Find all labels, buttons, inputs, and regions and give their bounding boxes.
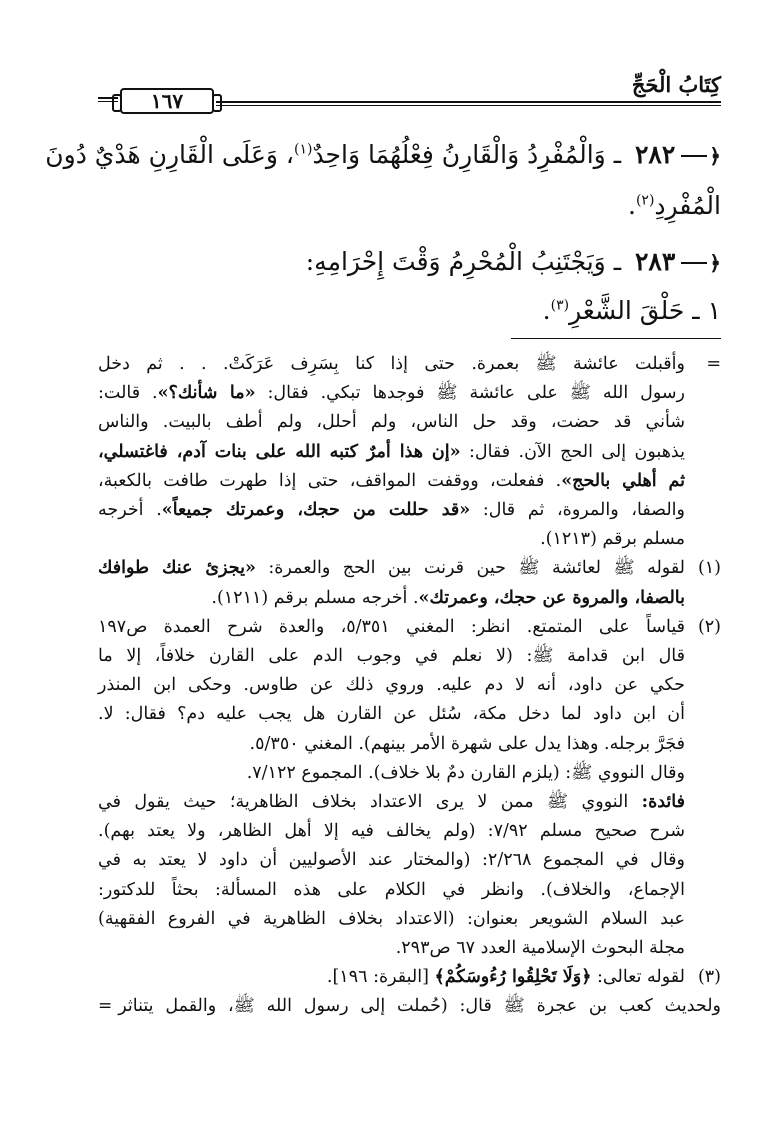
note-text: . قالت:: [98, 383, 158, 404]
note-line: [98, 438, 685, 467]
note-line: [98, 379, 685, 408]
note-text: لقوله ﷺ لعائشة ﷺ حين قرنت بين الحج والعمرة:: [255, 558, 686, 579]
footnotes: [98, 350, 721, 1022]
continued-mark: =: [98, 996, 113, 1017]
footnote-ref: (٣): [550, 297, 570, 314]
matn-text: ـ وَيَجْتَنِبُ الْمُحْرِمُ وَقْتَ إِحْرَامِهِ:: [305, 247, 622, 276]
matn-text: .: [627, 191, 636, 220]
running-title: كِتَابُ الْحَجِّ: [631, 72, 721, 97]
note-line: عبد السلام الشويعر بعنوان: (الاعتداد بخلاف الظاهرية في الفروع الفقهية): [98, 908, 685, 929]
note-line: وقال النووي ﷺ: (يلزم القارن دمٌ بلا خلاف). المجموع ٧/١٢٢.: [246, 762, 685, 783]
hadith-quote: بالصفا، والمروة عن حجك، وعمرتك»: [418, 587, 685, 608]
note-line: فجَرَّ برجله. وهذا يدل على شهرة الأمر بينهم). المغني ٥/٣٥٠.: [249, 733, 685, 754]
note-line: وقال في المجموع ٢/٢٦٨: (والمختار عند الأصوليين أن داود لا يعتد به في: [98, 850, 685, 871]
footnote-3: [98, 963, 721, 992]
note-line: [98, 584, 685, 613]
note-line: حكي عن داود، أنه لا دم عليه. وروي ذلك عن طاوس. وحكى ابن المنذر: [98, 675, 685, 696]
page-number: ١٦٧: [120, 88, 214, 114]
hadith-quote: «قد حللت من حجك، وعمرتك جميعاً»: [161, 500, 471, 521]
note-line: [98, 554, 685, 583]
matn-text: ١ ـ حَلْقَ الشَّعْرِ: [569, 296, 721, 325]
note-line: الإجماع، والخلاف). وانظر في الكلام على هذه المسألة: بحثاً للدكتور:: [98, 879, 685, 900]
note-text: . ففعلت، ووقفت المواقف، حتى إذا طهرت طافت بالكعبة،: [98, 470, 562, 491]
footnote-ref: (٢): [635, 192, 655, 209]
note-line: [98, 992, 721, 1021]
issue-marker-icon: ﴿: [681, 131, 721, 181]
quran-verse: ﴿وَلَا تَحْلِقُوا رُءُوسَكُمْ﴾: [434, 967, 592, 988]
matn-text: ـ وَالْمُفْرِدُ وَالْقَارِنُ فِعْلُهُمَا وَاحِدٌ: [312, 140, 622, 169]
footnote-continuation: [98, 350, 721, 554]
note-line: شأني قد حضت، وقد حل الناس، ولم أحلل، ولم أطف بالبيت. والناس: [98, 412, 685, 433]
issue-number: ٢٨٢: [634, 140, 676, 169]
issue-282-line-1: [45, 130, 721, 181]
footnote-number: (٣): [697, 967, 721, 988]
footnote-ref: (١): [293, 141, 313, 158]
footnote-2: [98, 613, 721, 963]
note-text: [البقرة: ١٩٦].: [326, 967, 435, 988]
footnote-separator: [511, 338, 721, 339]
footnote-3-continued: [98, 992, 721, 1021]
footnote-number: (٢): [697, 616, 721, 637]
footnote-number: (١): [697, 558, 721, 579]
note-line: [98, 467, 685, 496]
note-text: والصفا، والمروة، ثم قال:: [470, 500, 685, 521]
note-line: قياساً على المتمتع. انظر: المغني ٥/٣٥١، والعدة شرح العمدة ص١٩٧: [98, 616, 685, 637]
issue-283-line-1: [98, 237, 721, 288]
header-rule: [216, 101, 721, 106]
matn-text: الْمُفْرِدِ: [654, 191, 721, 220]
note-text: رسول الله ﷺ على عائشة ﷺ فوجدها تبكي. فقال:: [255, 383, 686, 404]
hadith-quote: «إن هذا أمرٌ كتبه الله على بنات آدم، فاغتسلي،: [98, 441, 461, 462]
note-line: مجلة البحوث الإسلامية العدد ٦٧ ص٢٩٣.: [395, 938, 685, 959]
main-text: [45, 130, 721, 340]
hadith-quote: ثم أهلي بالحج»: [561, 470, 685, 491]
note-text: لقوله تعالى:: [591, 967, 685, 988]
note-text: . أخرجه: [98, 500, 162, 521]
note-line: مسلم برقم (١٢١٣).: [540, 529, 685, 550]
header-band: [98, 88, 721, 114]
matn-text: .: [542, 296, 551, 325]
note-line: قال ابن قدامة ﷺ: (لا نعلم في وجوب الدم على القارن خلافاً، إلا ما: [98, 646, 685, 667]
note-line: [98, 963, 685, 992]
hadith-quote: «يجزئ عنك طوافك: [98, 558, 256, 579]
note-text: يذهبون إلى الحج الآن. فقال:: [460, 441, 685, 462]
note-line: وأقبلت عائشة ﷺ بعمرة. حتى إذا كنا بِسَرِف عَرَكَتْ. . . ثم دخل: [98, 354, 685, 374]
matn-text: ، وَعَلَى الْقَارِنِ هَدْيٌ دُونَ: [45, 140, 294, 169]
issue-marker-icon: ﴿: [681, 238, 721, 288]
continuation-mark: =: [706, 354, 721, 374]
note-text: . أخرجه مسلم برقم (١٢١١).: [211, 587, 419, 608]
benefit-label: فائدة:: [641, 792, 685, 813]
footnote-1: [98, 554, 721, 612]
note-text: النووي ﷺ ممن لا يرى الاعتداد بخلاف الظاهرية؛ حيث يقول في: [98, 792, 642, 813]
note-text: ولحديث كعب بن عجرة ﷺ قال: (حُملت إلى رسول الله ﷺ، والقمل يتناثر: [118, 996, 721, 1017]
issue-283-item-1: [98, 282, 721, 340]
hadith-quote: «ما شأنك؟»: [157, 383, 256, 404]
note-line: شرح صحيح مسلم ٧/٩٢: (ولم يخالف فيه إلا أهل الظاهر، ولا يعتد بهم).: [98, 821, 685, 842]
issue-number: ٢٨٣: [634, 247, 676, 276]
note-line: أن ابن داود لما دخل مكة، سُئل عن القارن هل يجب عليه دم؟ فقال: لا.: [98, 704, 685, 725]
note-line: [98, 788, 685, 817]
note-line: [98, 496, 685, 525]
issue-282-line-2: [98, 181, 721, 231]
